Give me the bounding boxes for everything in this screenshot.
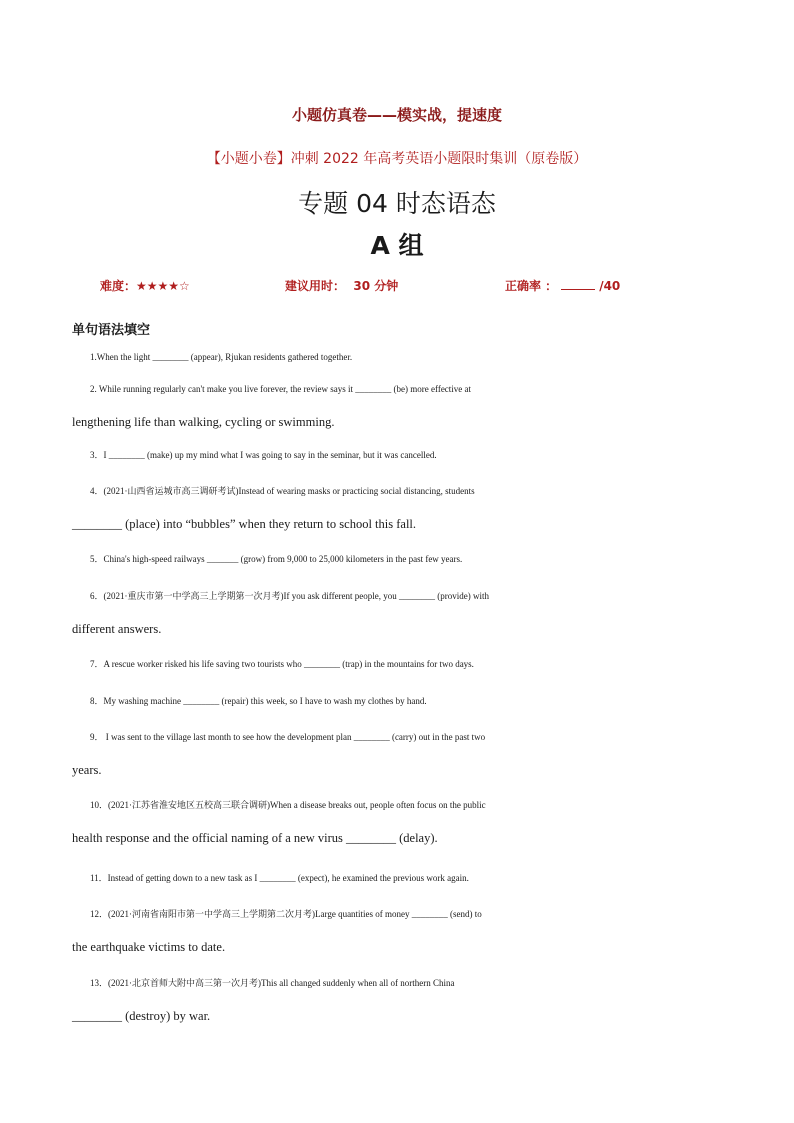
question-4	[72, 475, 722, 541]
question-text-continued: health response and the official naming of a new virus ________ (delay).	[72, 831, 438, 845]
accuracy-label: 正确率 ：	[505, 279, 558, 293]
suggested-time-info	[285, 277, 398, 294]
difficulty-label: 难度：	[100, 279, 137, 293]
question-text-continued: lengthening life than walking, cycling or swimming.	[72, 415, 335, 429]
group-heading: A 组	[370, 231, 424, 260]
section-heading: 单句语法填空	[72, 323, 151, 338]
question-text-continued: years.	[72, 763, 102, 777]
question-text-continued: the earthquake victims to date.	[72, 940, 226, 954]
accuracy-blank	[561, 277, 595, 290]
question-9	[72, 721, 722, 787]
question-10	[72, 789, 722, 855]
question-text: 1.When the light ________ (appear), Rjukan residents gathered together.	[90, 352, 353, 362]
difficulty-info	[100, 277, 190, 294]
accuracy-total: /40	[599, 279, 621, 293]
question-text-continued: ________ (destroy) by war.	[72, 1009, 211, 1023]
question-text: 4．(2021·山西省运城市高三调研考试)Instead of wearing masks or practicing social distancing, students	[90, 486, 475, 496]
question-2	[72, 373, 722, 439]
question-6	[72, 580, 722, 646]
question-7	[72, 648, 722, 681]
accuracy-info	[505, 277, 620, 294]
question-text: 8．My washing machine ________ (repair) this week, so I have to wash my clothes by hand.	[90, 696, 427, 706]
question-11	[72, 862, 722, 895]
difficulty-stars: ★★★★☆	[136, 279, 190, 293]
time-value: 30 分钟	[353, 279, 399, 293]
document-subtitle: 【小题小卷】冲刺 2022 年高考英语小题限时集训（原卷版）	[206, 151, 588, 167]
question-text: 12．(2021·河南省南阳市第一中学高三上学期第二次月考)Large quantities of money ________ (send) to	[90, 909, 482, 919]
question-1	[72, 341, 722, 374]
question-text: 6．(2021·重庆市第一中学高三上学期第一次月考)If you ask different people, you ________ (provide) with	[90, 591, 490, 601]
question-text: 11．Instead of getting down to a new task as I ________ (expect), he examined the previous work again.	[90, 873, 469, 883]
question-text-continued: different answers.	[72, 622, 162, 636]
question-text: 3．I ________ (make) up my mind what I was going to say in the seminar, but it was cancelled.	[90, 450, 437, 460]
question-text: 13．(2021·北京首师大附中高三第一次月考)This all changed suddenly when all of northern China	[90, 978, 455, 988]
question-text: 2. While running regularly can't make you live forever, the review says it ________ (be) more effective at	[90, 384, 472, 394]
question-5	[72, 543, 722, 576]
topic-title: 专题 04 时态语态	[298, 189, 496, 218]
question-text: 5．China's high-speed railways _______ (grow) from 9,000 to 25,000 kilometers in the past few years.	[90, 554, 463, 564]
question-text-continued: ________ (place) into “bubbles” when they return to school this fall.	[72, 517, 417, 531]
time-label: 建议用时：	[285, 279, 346, 293]
question-text: 9． I was sent to the village last month to see how the development plan ________ (carry) out in the past two	[90, 732, 486, 742]
question-3	[72, 439, 722, 472]
question-12	[72, 898, 722, 964]
question-text: 10．(2021·江苏省淮安地区五校高三联合调研)When a disease breaks out, people often focus on the public	[90, 800, 486, 810]
question-13	[72, 967, 722, 1033]
question-text: 7．A rescue worker risked his life saving two tourists who ________ (trap) in the mountains for two days.	[90, 659, 474, 669]
question-8	[72, 685, 722, 718]
series-banner: 小题仿真卷——模实战，提速度	[291, 106, 502, 124]
